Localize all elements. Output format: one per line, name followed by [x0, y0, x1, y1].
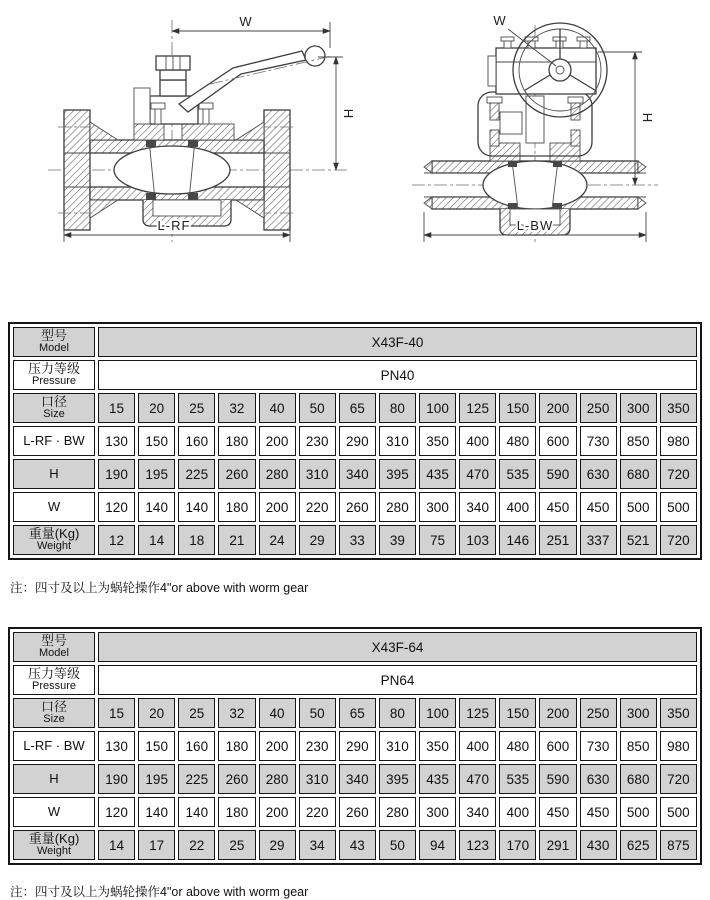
- dimension-value-cell: 630: [580, 459, 617, 489]
- dimension-value-cell: 720: [660, 764, 697, 794]
- dimension-row-label: 重量(Kg) Weight: [13, 830, 95, 860]
- yoke-bolt: [571, 130, 580, 146]
- dimension-value-cell: 230: [299, 731, 336, 761]
- seat-ring: [553, 161, 562, 167]
- dimension-value-cell: 150: [138, 426, 175, 456]
- dimension-value-cell: 400: [459, 731, 496, 761]
- dimension-value-cell: 34: [299, 830, 336, 860]
- dimension-row-label: 重量(Kg) Weight: [13, 525, 95, 555]
- dimension-row: [13, 731, 697, 761]
- dimension-row: [13, 459, 697, 489]
- seat-ring: [188, 140, 198, 147]
- gland-bolt: [199, 103, 213, 109]
- dimension-value-cell: 180: [218, 797, 255, 827]
- dimension-value-cell: 170: [499, 830, 536, 860]
- pressure-value: PN64: [98, 665, 697, 695]
- dimension-value-cell: 435: [419, 764, 456, 794]
- size-col-header: 125: [459, 393, 496, 423]
- dimension-value-cell: 103: [459, 525, 496, 555]
- size-col-header: 250: [580, 698, 617, 728]
- size-col-header: 350: [660, 393, 697, 423]
- size-col-header: 15: [98, 393, 135, 423]
- dimension-value-cell: 190: [98, 459, 135, 489]
- dimension-value-cell: 180: [218, 426, 255, 456]
- dimension-value-cell: 18: [178, 525, 215, 555]
- dim-label-h: H: [640, 112, 655, 124]
- size-header-row: [13, 393, 697, 423]
- dimension-row: [13, 492, 697, 522]
- dimension-value-cell: 225: [178, 459, 215, 489]
- dimension-value-cell: 980: [660, 731, 697, 761]
- dimension-row: [13, 764, 697, 794]
- dimension-value-cell: 590: [539, 764, 576, 794]
- size-col-header: 150: [499, 393, 536, 423]
- size-col-header: 300: [620, 698, 657, 728]
- model-value: X43F-64: [98, 632, 697, 662]
- dimension-value-cell: 260: [339, 797, 376, 827]
- dimension-value-cell: 220: [299, 797, 336, 827]
- yoke-bolt: [571, 102, 580, 120]
- dimension-value-cell: 500: [620, 797, 657, 827]
- dimension-value-cell: 850: [620, 426, 657, 456]
- dimension-value-cell: 500: [660, 492, 697, 522]
- dimension-value-cell: 94: [419, 830, 456, 860]
- size-col-header: 150: [499, 698, 536, 728]
- dimension-value-cell: 730: [580, 426, 617, 456]
- dimension-value-cell: 220: [299, 492, 336, 522]
- dimension-value-cell: 340: [339, 459, 376, 489]
- dimension-value-cell: 120: [98, 492, 135, 522]
- mounting-bracket: [134, 88, 150, 124]
- dimension-value-cell: 480: [499, 731, 536, 761]
- dimension-value-cell: 195: [138, 459, 175, 489]
- dimension-value-cell: 480: [499, 426, 536, 456]
- dimension-value-cell: 190: [98, 764, 135, 794]
- dimension-value-cell: 251: [539, 525, 576, 555]
- dimension-value-cell: 33: [339, 525, 376, 555]
- dimension-value-cell: 230: [299, 426, 336, 456]
- size-col-header: 80: [379, 698, 416, 728]
- size-col-header: 25: [178, 393, 215, 423]
- table-note: 注：四寸及以上为蜗轮操作4"or above with worm gear: [10, 581, 309, 595]
- left-flange: [64, 110, 90, 230]
- size-col-header: 200: [539, 393, 576, 423]
- dimension-value-cell: 130: [98, 426, 135, 456]
- lever-handle: [179, 51, 306, 112]
- worm-gearbox: [496, 48, 596, 94]
- dimension-value-cell: 24: [259, 525, 296, 555]
- dimension-value-cell: 980: [660, 426, 697, 456]
- right-flange: [264, 110, 290, 230]
- dimension-value-cell: 625: [620, 830, 657, 860]
- dim-label-lrf: L-RF: [157, 218, 191, 233]
- dimension-value-cell: 340: [339, 764, 376, 794]
- size-col-header: 25: [178, 698, 215, 728]
- dimension-value-cell: 22: [178, 830, 215, 860]
- size-col-header: 350: [660, 698, 697, 728]
- dimension-value-cell: 400: [459, 426, 496, 456]
- dimension-value-cell: 435: [419, 459, 456, 489]
- dimension-value-cell: 140: [178, 797, 215, 827]
- weld-bevel: [424, 197, 432, 209]
- dimension-value-cell: 600: [539, 731, 576, 761]
- size-header-row: [13, 698, 697, 728]
- weld-bevel: [424, 161, 432, 173]
- dimension-value-cell: 200: [259, 492, 296, 522]
- gland-flange: [134, 124, 164, 140]
- seat-ring: [553, 203, 562, 209]
- weld-bevel: [638, 197, 646, 209]
- dimension-row-label: L-RF · BW: [13, 731, 95, 761]
- dimension-value-cell: 130: [98, 731, 135, 761]
- dimension-value-cell: 875: [660, 830, 697, 860]
- yoke-bolt: [490, 130, 499, 146]
- dimension-value-cell: 39: [379, 525, 416, 555]
- dimension-value-cell: 720: [660, 525, 697, 555]
- dimension-row-label: H: [13, 764, 95, 794]
- dimension-value-cell: 43: [339, 830, 376, 860]
- table-note: 注：四寸及以上为蜗轮操作4"or above with worm gear: [10, 885, 309, 899]
- dimension-value-cell: 730: [580, 731, 617, 761]
- seat-ring: [146, 140, 156, 147]
- dim-label-w: W: [239, 14, 253, 29]
- size-label: 口径 Size: [13, 393, 95, 423]
- size-col-header: 65: [339, 698, 376, 728]
- seat-ring: [188, 193, 198, 200]
- dimension-row-label: W: [13, 797, 95, 827]
- dimension-value-cell: 260: [218, 764, 255, 794]
- size-col-header: 32: [218, 698, 255, 728]
- dimension-value-cell: 500: [620, 492, 657, 522]
- size-col-header: 20: [138, 698, 175, 728]
- dimension-value-cell: 140: [138, 492, 175, 522]
- stem-housing: [160, 80, 186, 96]
- dimension-value-cell: 29: [299, 525, 336, 555]
- size-col-header: 80: [379, 393, 416, 423]
- handle-knob: [305, 46, 325, 66]
- size-col-header: 300: [620, 393, 657, 423]
- dimension-value-cell: 225: [178, 764, 215, 794]
- dimension-value-cell: 280: [379, 492, 416, 522]
- dimension-value-cell: 340: [459, 797, 496, 827]
- size-col-header: 20: [138, 393, 175, 423]
- dimension-value-cell: 310: [299, 459, 336, 489]
- dimension-value-cell: 470: [459, 459, 496, 489]
- pressure-row: [13, 665, 697, 695]
- dimension-value-cell: 14: [98, 830, 135, 860]
- seat-ring: [508, 203, 517, 209]
- dimension-value-cell: 29: [259, 830, 296, 860]
- size-col-header: 100: [419, 393, 456, 423]
- seat-ring: [146, 193, 156, 200]
- spec-table-x43f-40: [8, 322, 702, 560]
- dimension-value-cell: 280: [379, 797, 416, 827]
- dimension-value-cell: 337: [580, 525, 617, 555]
- pressure-label: 压力等级 Pressure: [13, 665, 95, 695]
- dimension-row: [13, 830, 697, 860]
- valve-ball: [114, 146, 230, 194]
- dimension-value-cell: 123: [459, 830, 496, 860]
- dimension-value-cell: 25: [218, 830, 255, 860]
- weld-bevel: [638, 161, 646, 173]
- dimension-value-cell: 850: [620, 731, 657, 761]
- dimension-value-cell: 500: [660, 797, 697, 827]
- dim-label-h: H: [341, 108, 356, 120]
- dimension-value-cell: 450: [539, 492, 576, 522]
- dimension-value-cell: 400: [499, 492, 536, 522]
- dimension-row-label: L-RF · BW: [13, 426, 95, 456]
- valve-technical-drawings: [0, 0, 710, 310]
- dimension-value-cell: 300: [419, 492, 456, 522]
- size-col-header: 50: [299, 393, 336, 423]
- dimension-value-cell: 180: [218, 492, 255, 522]
- model-row: [13, 327, 697, 357]
- dimension-value-cell: 535: [499, 459, 536, 489]
- dimension-value-cell: 590: [539, 459, 576, 489]
- dim-label-w: W: [493, 13, 507, 28]
- valve-ball: [483, 161, 587, 209]
- dimension-value-cell: 450: [539, 797, 576, 827]
- dimension-value-cell: 140: [178, 492, 215, 522]
- dimension-row-label: W: [13, 492, 95, 522]
- model-label: 型号 Model: [13, 632, 95, 662]
- dimension-value-cell: 260: [339, 492, 376, 522]
- model-row: [13, 632, 697, 662]
- dimension-value-cell: 720: [660, 459, 697, 489]
- dimension-value-cell: 395: [379, 459, 416, 489]
- size-col-header: 32: [218, 393, 255, 423]
- dimension-value-cell: 195: [138, 764, 175, 794]
- dimension-value-cell: 340: [459, 492, 496, 522]
- dimension-value-cell: 150: [138, 731, 175, 761]
- model-value: X43F-40: [98, 327, 697, 357]
- dimension-value-cell: 200: [259, 731, 296, 761]
- dimension-value-cell: 450: [580, 797, 617, 827]
- size-col-header: 200: [539, 698, 576, 728]
- size-col-header: 100: [419, 698, 456, 728]
- gland-bolt: [151, 103, 165, 109]
- dimension-value-cell: 75: [419, 525, 456, 555]
- dim-label-lbw: L-BW: [516, 218, 554, 233]
- size-col-header: 40: [259, 393, 296, 423]
- dimension-value-cell: 12: [98, 525, 135, 555]
- dimension-value-cell: 310: [299, 764, 336, 794]
- dimension-value-cell: 14: [138, 525, 175, 555]
- dimension-value-cell: 290: [339, 731, 376, 761]
- size-col-header: 15: [98, 698, 135, 728]
- gland-flange: [182, 124, 234, 140]
- size-col-header: 65: [339, 393, 376, 423]
- dimension-value-cell: 310: [379, 731, 416, 761]
- drawing-gear-handwheel-valve: [412, 13, 658, 242]
- dimension-value-cell: 146: [499, 525, 536, 555]
- dimension-value-cell: 17: [138, 830, 175, 860]
- pressure-value: PN40: [98, 360, 697, 390]
- dimension-value-cell: 310: [379, 426, 416, 456]
- dimension-value-cell: 350: [419, 731, 456, 761]
- dimension-value-cell: 260: [218, 459, 255, 489]
- drawing-flanged-lever-valve: [48, 14, 356, 242]
- model-label: 型号 Model: [13, 327, 95, 357]
- dimension-value-cell: 600: [539, 426, 576, 456]
- dimension-value-cell: 535: [499, 764, 536, 794]
- dimension-value-cell: 630: [580, 764, 617, 794]
- dimension-value-cell: 680: [620, 764, 657, 794]
- dimension-value-cell: 680: [620, 459, 657, 489]
- dimension-value-cell: 180: [218, 731, 255, 761]
- spec-table: [10, 324, 700, 558]
- dimension-value-cell: 300: [419, 797, 456, 827]
- dimension-value-cell: 200: [259, 797, 296, 827]
- dimension-value-cell: 400: [499, 797, 536, 827]
- spec-table-x43f-64: [8, 627, 702, 865]
- dimension-value-cell: 120: [98, 797, 135, 827]
- dimension-value-cell: 140: [138, 797, 175, 827]
- pressure-row: [13, 360, 697, 390]
- gearbox-bolt: [501, 37, 514, 41]
- dimension-row-label: H: [13, 459, 95, 489]
- dimension-value-cell: 160: [178, 426, 215, 456]
- size-col-header: 40: [259, 698, 296, 728]
- size-col-header: 250: [580, 393, 617, 423]
- size-col-header: 50: [299, 698, 336, 728]
- dimension-value-cell: 470: [459, 764, 496, 794]
- dimension-value-cell: 160: [178, 731, 215, 761]
- dimension-value-cell: 290: [339, 426, 376, 456]
- yoke-bolt: [490, 102, 499, 120]
- size-label: 口径 Size: [13, 698, 95, 728]
- dimension-value-cell: 280: [259, 764, 296, 794]
- dimension-row: [13, 797, 697, 827]
- size-col-header: 125: [459, 698, 496, 728]
- dimension-row: [13, 426, 697, 456]
- dimension-value-cell: 430: [580, 830, 617, 860]
- spec-table: [10, 629, 700, 863]
- dimension-value-cell: 200: [259, 426, 296, 456]
- dimension-value-cell: 21: [218, 525, 255, 555]
- dimension-value-cell: 280: [259, 459, 296, 489]
- dimension-value-cell: 350: [419, 426, 456, 456]
- dimension-value-cell: 395: [379, 764, 416, 794]
- dimension-value-cell: 291: [539, 830, 576, 860]
- pressure-label: 压力等级 Pressure: [13, 360, 95, 390]
- seat-ring: [508, 161, 517, 167]
- dimension-value-cell: 521: [620, 525, 657, 555]
- dimension-row: [13, 525, 697, 555]
- dimension-value-cell: 450: [580, 492, 617, 522]
- dimension-value-cell: 50: [379, 830, 416, 860]
